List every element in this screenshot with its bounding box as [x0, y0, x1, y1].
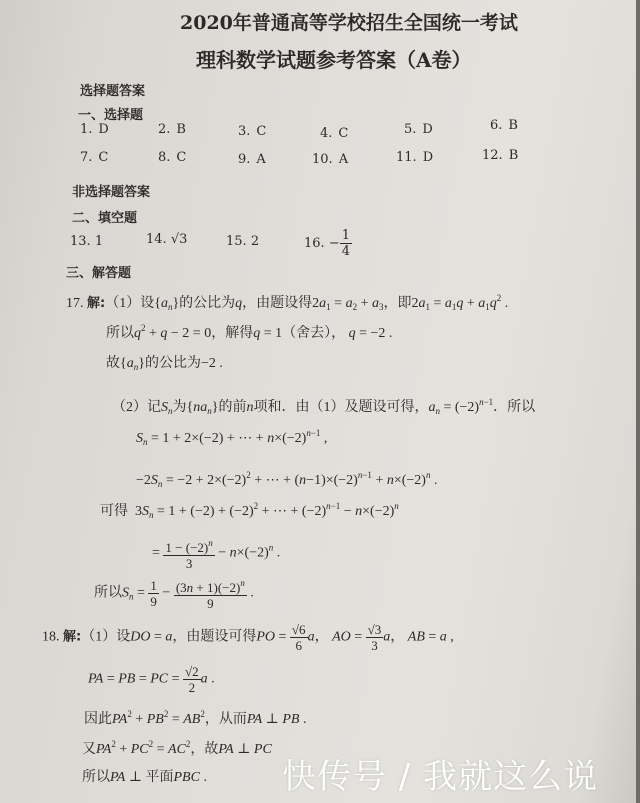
q17-conclusion: 所以$S_n$ = $\frac{1}{9}$ − $\frac{(3n + 1)(-2)^n}{9}$ . [94, 578, 254, 611]
question-number: 5. [404, 122, 417, 137]
choice-answer-11 [396, 150, 433, 165]
q17-part1-line3: 故$\{a_n\}$的公比为−2 . [106, 356, 223, 372]
part2-heading: 二、填空题 [72, 211, 138, 226]
q17-3sn-equation: 可得 $3S_n = 1 + (-2) + (-2)^2$ + ⋯ + $(-2)^{n-1} - n\times(-2)^n$ [100, 501, 399, 520]
q17-part1-line2: 所以$q^2 + q - 2 = 0$，解得q = 1（舍去）， q = −2 . [106, 323, 393, 341]
answer-letter: D [422, 122, 433, 137]
answer-letter: D [422, 150, 434, 165]
question-number: 3. [238, 124, 251, 139]
choice-answers-heading: 选择题答案 [80, 84, 146, 99]
choice-answer-12 [482, 148, 518, 163]
question-number: 7. [80, 150, 93, 165]
q18-pa-pb-pc: PA = PB = PC = $\frac{√2}{2}$ a . [88, 664, 215, 695]
answer-letter: C [256, 124, 267, 139]
answer-letter: A [338, 152, 349, 167]
question-number: 6. [490, 118, 503, 133]
choice-answer-4 [320, 126, 348, 141]
q18-line-c: 因此$PA^2 + PB^2 = AB^2$，从而PA ⊥ PB . [84, 709, 307, 727]
choice-answer-10 [312, 152, 348, 167]
part3-heading: 三、解答题 [66, 266, 132, 281]
exam-subtitle: 理科数学试题参考答案（A卷） [196, 48, 472, 72]
answer-letter: D [98, 122, 109, 137]
q18-line-e: 所以PA ⊥ 平面PBC . [82, 770, 207, 785]
exam-title: 2020年普通高等学校招生全国统一考试 [180, 12, 518, 34]
answer-letter: B [508, 148, 519, 163]
answer-letter: C [338, 126, 349, 141]
fill-answer-16: 16. − $\frac{1}{4}$ [304, 228, 351, 259]
page-edge-shadow [636, 0, 640, 803]
answer-letter: B [176, 122, 186, 137]
question-number: 11. [396, 150, 417, 165]
part1-heading: 一、选择题 [78, 108, 144, 123]
q17-part1-line1: 17. 解:（1）设$\{a_n\}$的公比为q，由题设得$2a_1 = a_2 + a_3$，即$2a_1 = a_1q + a_1q^2$ . [66, 293, 509, 312]
fill-answer-13: 13. 1 [70, 234, 104, 249]
watermark: 快传号 / 我就这么说 [282, 757, 599, 797]
q17-neg2sn-equation: $-2S_n = -2 + 2\times(-2)^2$ + ⋯ + $(n-1)\times(-2)^{n-1} + n\times(-2)^n$ . [136, 470, 438, 489]
answer-letter: B [508, 118, 518, 133]
question-number: 10. [312, 152, 333, 167]
q17-sn-equation: $S_n = 1 + 2\times(-2)$ + ⋯ + $n\times(-2)^{n-1}$ , [136, 428, 328, 447]
q17-part2-line1: （2）记$S_n$为$\{na_n\}$的前n项和．由（1）及题设可得，$a_n = (-2)^{n-1}$．所以 [112, 397, 536, 416]
choice-answer-2 [158, 122, 186, 137]
question-number: 4. [320, 126, 333, 141]
answer-letter: C [176, 150, 187, 165]
q17-3sn-simplified: = $\frac{1 - (-2)^n}{3}$ − $n\times(-2)^n$ . [152, 538, 281, 571]
choice-answer-3 [238, 124, 266, 139]
q18-part1-line1: 18. 解:（1）设DO = a，由题设可得PO = $\frac{√6}{6}$ a， AO = $\frac{√3}{3}$ a， AB = a , [42, 622, 454, 653]
q18-line-d: 又$PA^2 + PC^2 = AC^2$，故PA ⊥ PC [82, 739, 272, 757]
nonchoice-heading: 非选择题答案 [72, 185, 151, 200]
choice-answer-7 [80, 150, 108, 165]
question-number: 8. [158, 150, 171, 165]
question-number: 2. [158, 122, 171, 137]
answer-letter: C [98, 150, 109, 165]
fill-answer-14: 14. √3 [146, 232, 188, 247]
fill-answer-15: 15. 2 [226, 234, 260, 249]
question-number: 12. [482, 148, 503, 163]
answer-letter: A [256, 152, 266, 167]
choice-answer-5 [404, 122, 433, 137]
choice-answer-6 [490, 118, 518, 133]
choice-answer-9 [238, 152, 266, 167]
choice-answer-1 [80, 122, 109, 137]
choice-answer-8 [158, 150, 186, 165]
question-number: 1. [80, 122, 93, 137]
question-number: 9. [238, 152, 251, 167]
